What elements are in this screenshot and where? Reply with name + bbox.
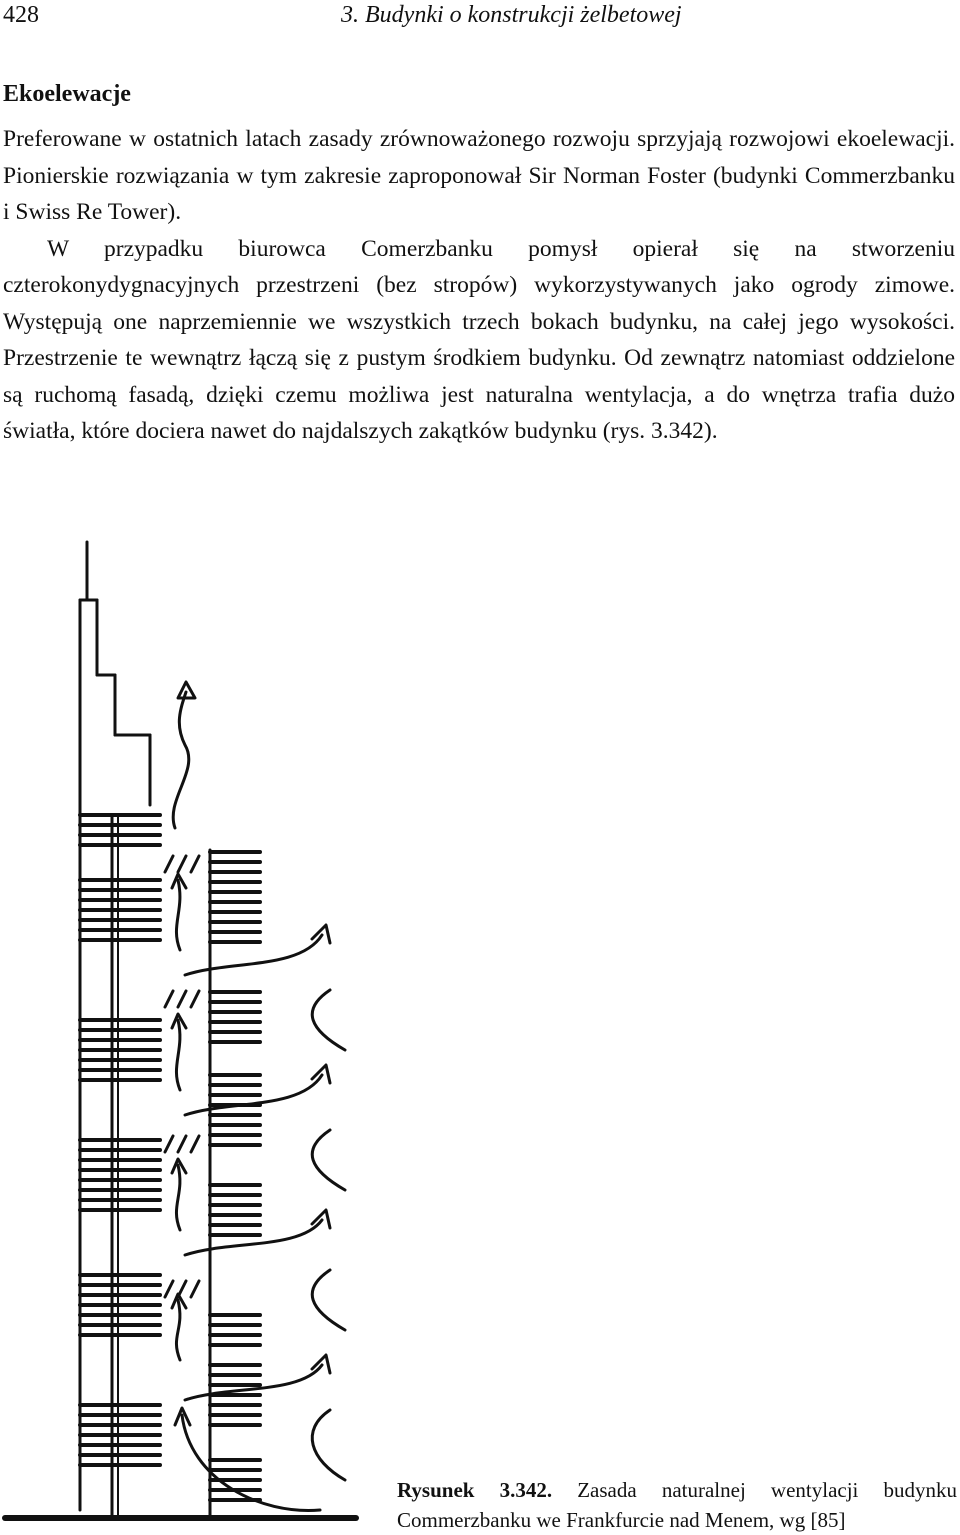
hatch-mark <box>191 991 199 1007</box>
hatch-mark <box>178 991 186 1007</box>
page-header <box>3 2 960 36</box>
hatch-mark <box>165 1136 173 1152</box>
airflow-curve <box>312 990 345 1050</box>
building-ventilation-sketch-icon <box>0 530 400 1530</box>
running-title: 3. Budynki o konstrukcji żelbetowej <box>341 2 682 28</box>
hatch-mark <box>178 1136 186 1152</box>
airflow-curve <box>312 1410 345 1480</box>
hatch-mark <box>191 856 199 872</box>
paragraph: Preferowane w ostatnich latach zasady zrównoważonego rozwoju sprzyjają rozwojowi ekoelewacji. Pionierskie rozwiązania w tym zakresie zaproponował Sir Norman Foster (budynki Commerzbanku i Swiss Re Tower). <box>3 126 955 225</box>
body-text <box>3 121 955 450</box>
hatch-mark <box>165 991 173 1007</box>
figure-building-sketch <box>0 530 400 1530</box>
airflow-arrow <box>182 1415 320 1510</box>
caption-label: Rysunek 3.342. <box>397 1478 553 1502</box>
airflow-arrow <box>176 1165 180 1230</box>
hatch-mark <box>165 856 173 872</box>
hatch-mark <box>165 1281 173 1297</box>
hatch-mark <box>178 856 186 872</box>
figure-caption <box>397 1475 957 1535</box>
paragraph: W przypadku biurowca Comerzbanku pomysł opierał się na stworzeniu czterokonydygnacyjnych przestrzeni (bez stropów) wykorzystywanych jako ogrody zimowe. Występują one naprzemiennie we wszystkich trzech bokach budynku, na całej jego wysokości. Przestrzenie te wewnątrz łączą się z pustym środkiem budynku. Od zewnątrz natomiast oddzielone są ruchomą fasadą, dzięki czemu możliwa jest naturalna wentylacja, a do wnętrza trafia dużo światła, które dociera nawet do najdalszych zakątków budynku (rys. 3.342). <box>3 235 955 444</box>
hatch-mark <box>191 1136 199 1152</box>
page-number: 428 <box>3 2 39 28</box>
airflow-arrow <box>176 1020 180 1090</box>
airflow-arrow <box>176 1300 180 1360</box>
airflow-arrow <box>173 692 189 828</box>
hatch-mark <box>191 1281 199 1297</box>
caption-text: Zasada naturalnej wentylacji budynku Commerzbanku we Frankfurcie nad Menem, wg [85] <box>397 1478 958 1532</box>
section-heading: Ekoelewacje <box>3 81 131 107</box>
arrowhead <box>178 682 195 698</box>
airflow-arrow <box>176 880 180 950</box>
airflow-curve <box>312 1130 345 1190</box>
airflow-curve <box>312 1270 345 1330</box>
